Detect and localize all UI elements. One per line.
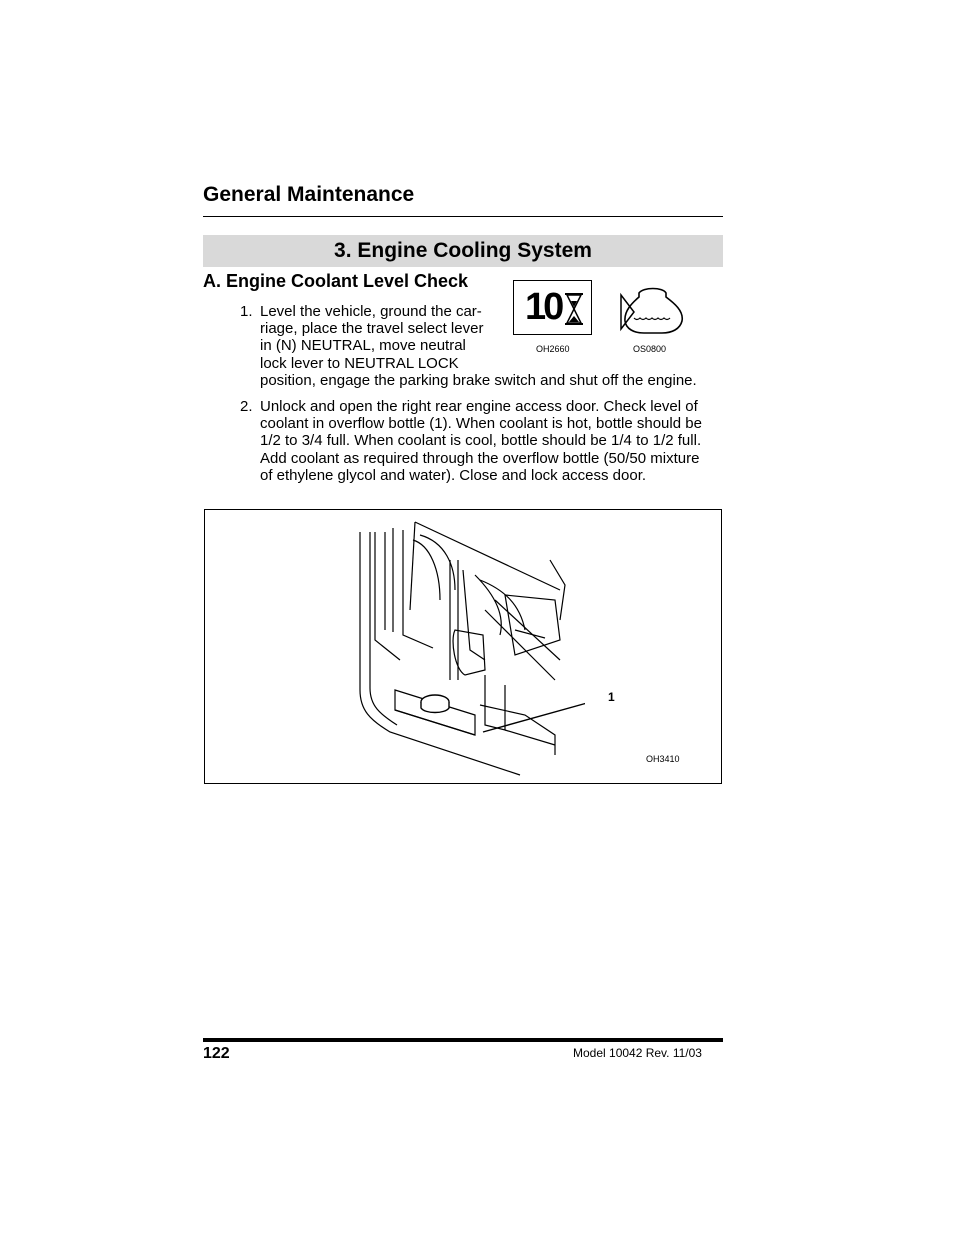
step-number: 1.: [240, 303, 253, 320]
section-title: General Maintenance: [203, 183, 415, 206]
subsection-title: A. Engine Coolant Level Check: [203, 271, 469, 291]
icon-code-oh2660: OH2660: [536, 344, 570, 354]
footer-divider: [203, 1038, 723, 1042]
step-line: Add coolant as required through the overflow bottle (50/50 mixture: [260, 449, 700, 467]
step-line: coolant in overflow bottle (1). When coolant is hot, bottle should be: [260, 415, 702, 433]
step-line: Level the vehicle, ground the car-: [260, 303, 482, 320]
step-line: riage, place the travel select lever: [260, 320, 484, 338]
header-divider: [203, 216, 723, 217]
step-line: lock lever to NEUTRAL LOCK: [260, 354, 459, 372]
step-number: 2.: [240, 398, 253, 415]
chapter-title: 3. Engine Cooling System: [334, 239, 592, 262]
step-line: position, engage the parking brake switch and shut off the engine.: [260, 371, 697, 389]
page-number: 122: [203, 1045, 230, 1062]
step-line: Unlock and open the right rear engine access door. Check level of: [260, 398, 698, 415]
step-text: [260, 398, 702, 484]
step-line: of ethylene glycol and water). Close and lock access door.: [260, 466, 647, 484]
step-2: [240, 398, 730, 488]
coolant-reservoir-icon: [614, 283, 686, 335]
callout-1: 1: [608, 690, 615, 704]
figure-code: OH3410: [646, 754, 680, 764]
icon-code-os0800: OS0800: [633, 344, 667, 354]
step-line: 1/2 to 3/4 full. When coolant is cool, bottle should be 1/4 to 1/2 full.: [260, 432, 702, 450]
engine-compartment-illustration: [355, 520, 585, 776]
step-line: in (N) NEUTRAL, move neutral: [260, 337, 466, 355]
interval-hours: 10: [525, 286, 562, 328]
model-revision: Model 10042 Rev. 11/03: [573, 1046, 702, 1060]
hourglass-icon: [513, 280, 592, 335]
